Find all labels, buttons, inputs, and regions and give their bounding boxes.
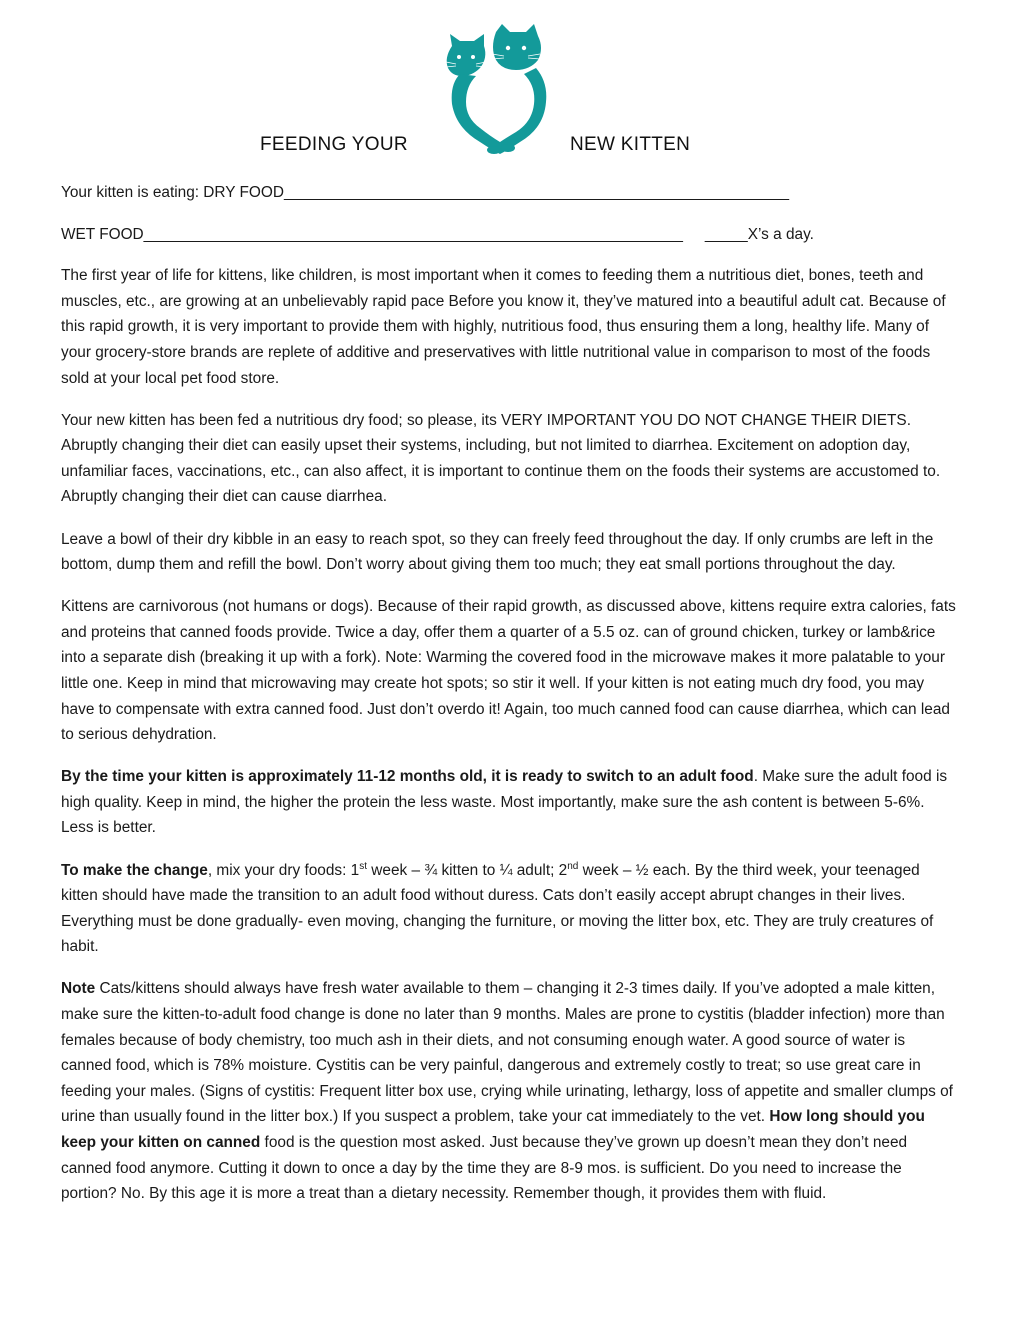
wet-food-label: WET FOOD bbox=[61, 225, 144, 243]
canned-question-bold: How long should you keep your kitten on canned bbox=[61, 1108, 925, 1151]
title-feeding-your: FEEDING YOUR bbox=[260, 134, 408, 155]
wet-food-line bbox=[61, 222, 959, 248]
paragraph-canned-food: Kittens are carnivorous (not humans or dogs). Because of their rapid growth, as discussed above, kittens require extra calories, fats and proteins that canned foods provide. Twice a day, offer them a quarter of a 5.5 oz. can of ground chicken, turkey or lamb&rice into a separate dish (breaking it up with a fork). Note: Warming the covered food in the microwave makes it more palatable to your little one. Keep in mind that microwaving may create hot spots; so stir it well. If your kitten is not eating much dry food, you may have to compensate with extra canned food. Just don’t overdo it! Again, too much canned food can cause diarrhea, which can lead to serious dehydration. bbox=[61, 598, 956, 744]
dry-food-line bbox=[61, 180, 959, 206]
times-per-day-blank: _____ bbox=[704, 225, 748, 243]
adult-food-bold: By the time your kitten is approximately 11-12 months old, it is ready to switch to an adult food bbox=[61, 768, 754, 786]
paragraph-first-year: The first year of life for kittens, like children, is most important when it comes to feeding them a nutritious diet, bones, teeth and muscles, etc., are growing at an unbelievably rapid pace Before you know it, they’ve matured into a beautiful adult cat. Because of this rapid growth, it is very important to provide them with highly, nutritious food, thus ensuring them a long, healthy life. Many of your grocery-store brands are replete of additive and preservatives with little nutritional value in comparison to most of the foods sold at your local pet food store. bbox=[61, 267, 946, 387]
make-change-bold: To make the change bbox=[61, 861, 208, 879]
paragraph-make-change: To make the change, mix your dry foods: 1st week – ¾ kitten to ¼ adult; 2nd week – ½ each. By the third week, your teenaged kitten should have made the transition to an adult food without duress. Cats don’t easily accept abrupt changes in their lives. Everything must be done gradually- even moving, changing the furniture, or moving the litter box, etc. They are truly creatures of habit. bbox=[61, 860, 934, 956]
document-body bbox=[61, 180, 959, 1223]
paragraph-adult-food: By the time your kitten is approximately 11-12 months old, it is ready to switch to an adult food. Make sure the adult food is high quality. Keep in mind, the higher the protein the less waste. Most importantly, make sure the ash content is between 5-6%. Less is better. bbox=[61, 768, 948, 837]
note-bold: Note bbox=[61, 980, 96, 998]
paragraph-dry-kibble: Leave a bowl of their dry kibble in an easy to reach spot, so they can freely feed throughout the day. If only crumbs are left in the bottom, dump them and refill the bowl. Don’t worry about giving them too much; they eat small portions throughout the day. bbox=[61, 530, 934, 574]
paragraph-note-water: Note Cats/kittens should always have fresh water available to them – changing it 2-3 times daily. If you’ve adopted a male kitten, make sure the kitten-to-adult food change is done no later than 9 months. Males are prone to cystitis (bladder infection) more than females because of body chemistry, too much ash in their diets, and not consuming enough water. A good source of water is canned food, which is 78% moisture. Cystitis can be very painful, dangerous and extremely costly to treat; so use great care in feeding your males. (Signs of cystitis: Frequent litter box use, crying while urinating, lethargy, loss of appetite and smaller clumps of urine than usually found in the litter box.) If you suspect a problem, take your cat immediately to the vet. How long should you keep your kitten on canned food is the question most asked. Just because they’ve grown up doesn’t mean they don’t need canned food anymore. Cutting it down to once a day by the time they are 8-9 mos. is sufficient. Do you need to increase the portion? No. By this age it is more a treat than a dietary necessity. Remember though, it provides them with fluid. bbox=[61, 980, 953, 1203]
times-per-day-suffix: X’s a day. bbox=[747, 225, 814, 243]
wet-food-blank: _______________________________________________________________ bbox=[143, 225, 683, 243]
dry-food-blank: ___________________________________________________________ bbox=[283, 184, 789, 201]
paragraph-dont-change-diet: Your new kitten has been fed a nutritious dry food; so please, its VERY IMPORTANT YOU DO NOT CHANGE THEIR DIETS. Abruptly changing their diet can easily upset their systems, including, but not limited to diarrhea. Excitement on adoption day, unfamiliar faces, vaccinations, etc., can also affect, it is important to continue them on the foods their systems are accustomed to. Abruptly changing their diet can cause diarrhea. bbox=[61, 411, 941, 506]
dry-food-label: Your kitten is eating: DRY FOOD bbox=[61, 184, 284, 201]
cats-heart-logo bbox=[440, 24, 552, 156]
title-new-kitten: NEW KITTEN bbox=[570, 134, 691, 155]
